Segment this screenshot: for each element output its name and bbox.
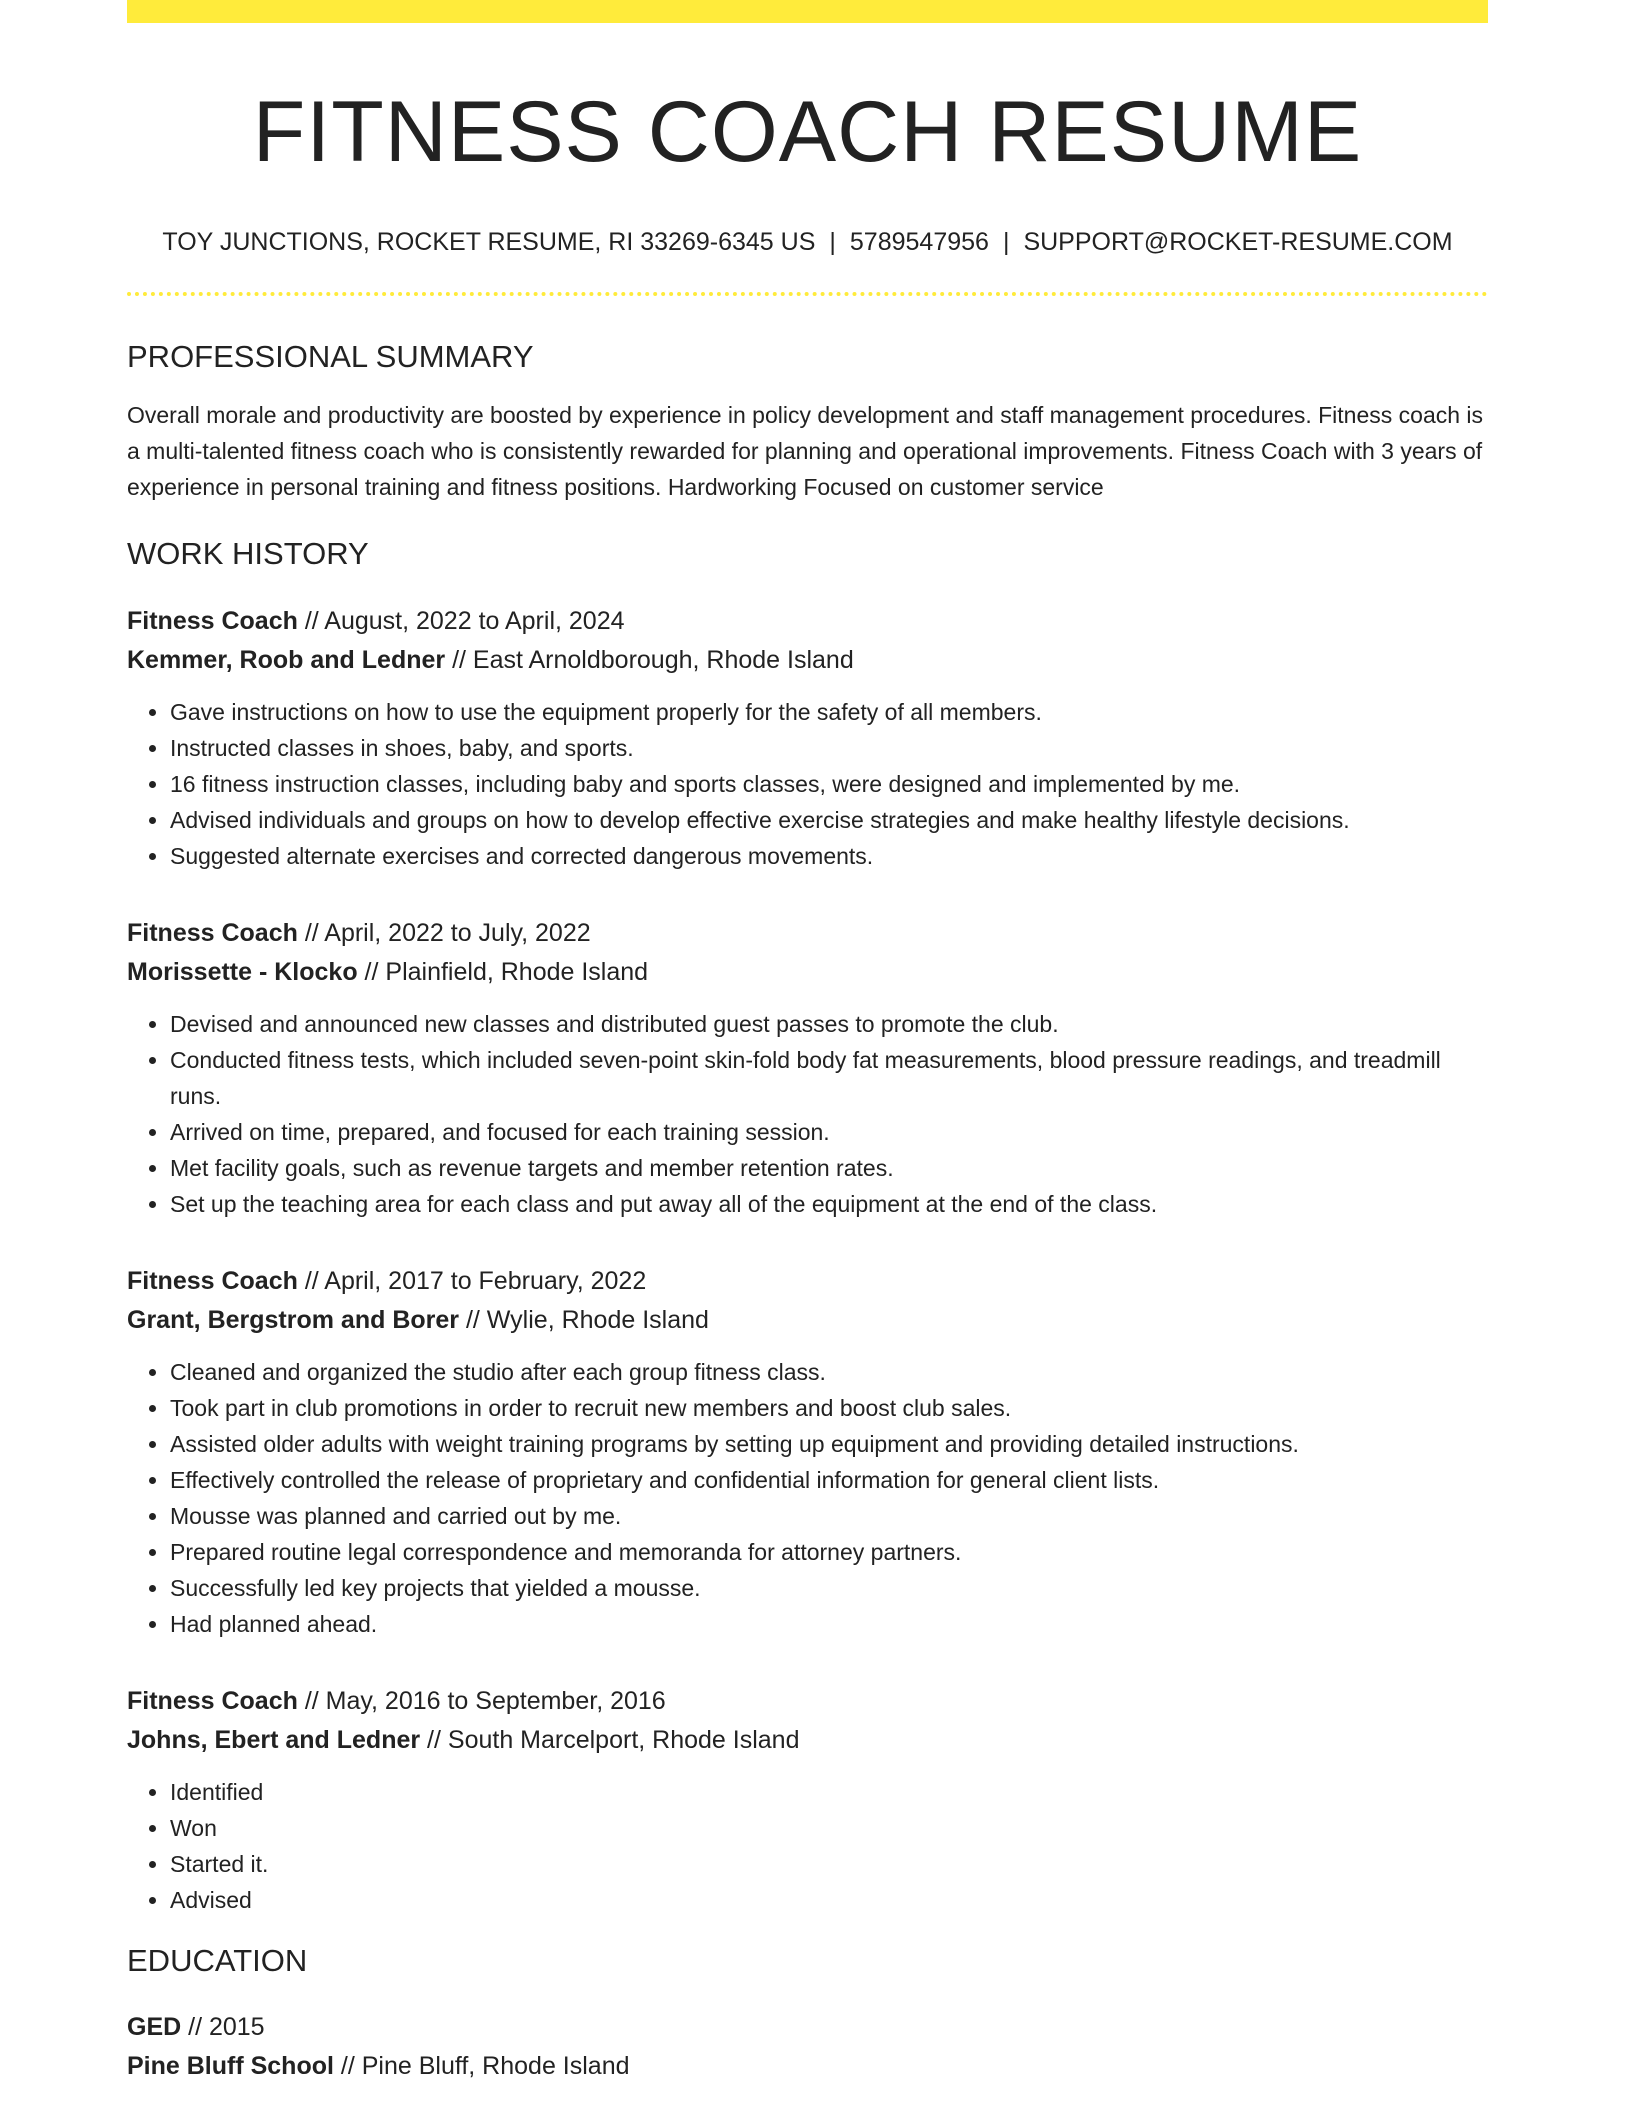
education-location: // Pine Bluff, Rhode Island — [333, 2051, 630, 2080]
job-role-line — [127, 1682, 1488, 1721]
job-bullet: • Instructed classes in shoes, baby, and sports. — [170, 730, 1488, 766]
job-dates: // April, 2022 to July, 2022 — [297, 919, 591, 948]
job-bullet: • Arrived on time, prepared, and focused for each training session. — [170, 1114, 1488, 1150]
job-role-line — [127, 602, 1488, 641]
education-school-line — [127, 2047, 1488, 2086]
job-dates: // May, 2016 to September, 2016 — [297, 1687, 666, 1716]
job-dates: // April, 2017 to February, 2022 — [297, 1267, 647, 1296]
education-section — [127, 1942, 1488, 2085]
resume-title: FITNESS COACH RESUME — [252, 84, 1363, 180]
top-accent-bar — [127, 0, 1488, 23]
job-bullet: • Took part in club promotions in order to recruit new members and boost club sales. — [170, 1390, 1488, 1426]
job-bullets — [127, 1354, 1488, 1642]
education-school: Pine Bluff School — [127, 2051, 334, 2080]
summary-text: Overall morale and productivity are boosted by experience in policy development and staff management procedures. Fitness coach is a multi-talented fitness coach who is consistently rewarded for planning and operational improvements. Fitness Coach with 3 years of experience in personal training and fitness positions. Hardworking Focused on customer service — [127, 402, 1484, 501]
education-degree: GED — [127, 2012, 182, 2041]
resume-content — [127, 0, 1488, 2086]
job-bullet: • Gave instructions on how to use the equipment properly for the safety of all members. — [170, 694, 1488, 730]
contact-line — [127, 226, 1488, 259]
job-location: // East Arnoldborough, Rhode Island — [445, 646, 854, 675]
education-entry — [127, 2008, 1488, 2086]
job-company: Morissette - Klocko — [127, 958, 358, 987]
job-company-line — [127, 953, 1488, 992]
job-entry — [127, 1682, 1488, 1918]
job-bullet: • Identified — [170, 1774, 1488, 1810]
work-history-section — [127, 535, 1488, 1918]
job-bullet: • Suggested alternate exercises and corrected dangerous movements. — [170, 838, 1488, 874]
job-company-line — [127, 1301, 1488, 1340]
job-bullet: • Won — [170, 1810, 1488, 1846]
job-bullet: • Mousse was planned and carried out by me. — [170, 1498, 1488, 1534]
summary-section — [127, 338, 1488, 505]
job-bullets — [127, 1774, 1488, 1918]
job-bullet: • Assisted older adults with weight training programs by setting up equipment and providing detailed instructions. — [170, 1426, 1488, 1462]
job-bullet: • Met facility goals, such as revenue targets and member retention rates. — [170, 1150, 1488, 1186]
contact-address: TOY JUNCTIONS, ROCKET RESUME, RI 33269-6345 US — [162, 227, 816, 256]
job-bullet: • Set up the teaching area for each class and put away all of the equipment at the end of the class. — [170, 1186, 1488, 1222]
education-degree-line — [127, 2008, 1488, 2047]
job-entry — [127, 1262, 1488, 1642]
education-heading: EDUCATION — [127, 1943, 308, 1979]
job-company-line — [127, 1721, 1488, 1760]
contact-phone: 5789547956 — [849, 227, 989, 256]
job-location: // South Marcelport, Rhode Island — [420, 1726, 800, 1755]
job-bullets — [127, 694, 1488, 874]
summary-heading: PROFESSIONAL SUMMARY — [127, 339, 534, 375]
job-role: Fitness Coach — [127, 607, 298, 636]
job-bullet: • Had planned ahead. — [170, 1606, 1488, 1642]
job-bullet: • Advised individuals and groups on how to develop effective exercise strategies and make healthy lifestyle decisions. — [170, 802, 1488, 838]
job-company: Grant, Bergstrom and Borer — [127, 1306, 460, 1335]
work-history-heading: WORK HISTORY — [127, 536, 369, 572]
contact-separator: | — [829, 227, 836, 256]
job-role: Fitness Coach — [127, 1687, 298, 1716]
job-bullet: • Advised — [170, 1882, 1488, 1918]
job-entry — [127, 914, 1488, 1222]
job-role: Fitness Coach — [127, 1267, 298, 1296]
contact-separator: | — [1002, 227, 1010, 256]
education-year: // 2015 — [181, 2012, 265, 2041]
contact-email: SUPPORT@ROCKET-RESUME.COM — [1023, 227, 1453, 256]
job-role-line — [127, 914, 1488, 953]
job-entry — [127, 602, 1488, 874]
job-dates: // August, 2022 to April, 2024 — [297, 607, 625, 636]
job-company: Johns, Ebert and Ledner — [127, 1726, 421, 1755]
job-bullet: • Started it. — [170, 1846, 1488, 1882]
job-bullet: • Conducted fitness tests, which included seven-point skin-fold body fat measurements, blood pressure readings, and treadmill runs. — [170, 1042, 1488, 1114]
job-bullet: • 16 fitness instruction classes, including baby and sports classes, were designed and implemented by me. — [170, 766, 1488, 802]
job-company-line — [127, 641, 1488, 680]
job-role-line — [127, 1262, 1488, 1301]
job-company: Kemmer, Roob and Ledner — [127, 646, 446, 675]
job-location: // Plainfield, Rhode Island — [357, 958, 649, 987]
job-location: // Wylie, Rhode Island — [459, 1306, 709, 1335]
dotted-divider — [127, 292, 1488, 296]
job-bullet: • Cleaned and organized the studio after each group fitness class. — [170, 1354, 1488, 1390]
job-bullets — [127, 1006, 1488, 1222]
job-bullet: • Effectively controlled the release of proprietary and confidential information for general client lists. — [170, 1462, 1488, 1498]
job-role: Fitness Coach — [127, 919, 298, 948]
job-bullet: • Prepared routine legal correspondence and memoranda for attorney partners. — [170, 1534, 1488, 1570]
job-bullet: • Successfully led key projects that yielded a mousse. — [170, 1570, 1488, 1606]
job-bullet: • Devised and announced new classes and distributed guest passes to promote the club. — [170, 1006, 1488, 1042]
